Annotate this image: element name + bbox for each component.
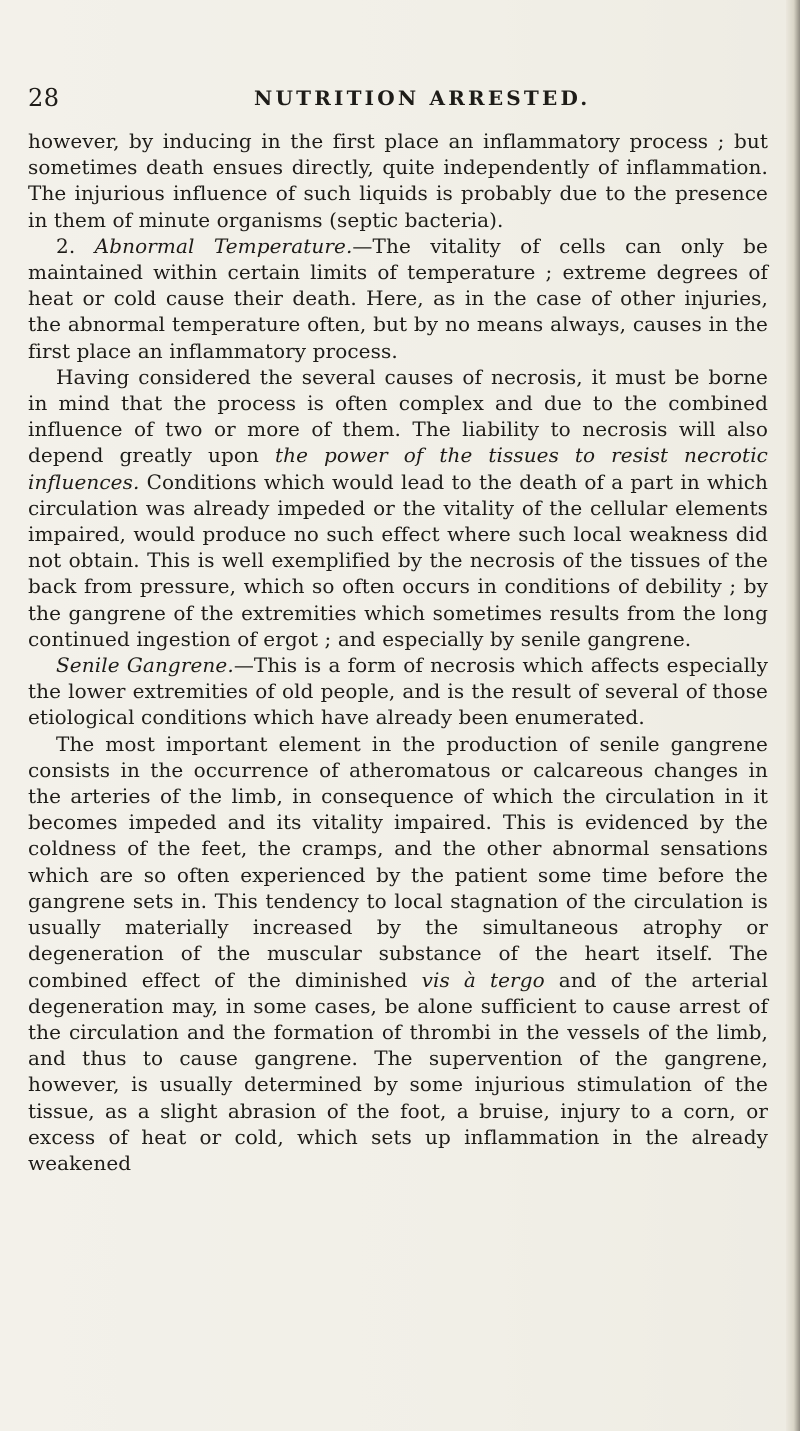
section-number: 2. (56, 233, 76, 258)
paragraph-continuation (28, 128, 768, 233)
paragraph-senile-gangrene (28, 652, 768, 731)
emphasized-text: the power of the tissues to resist necrotic influences. (28, 443, 768, 494)
body-text (28, 128, 768, 1176)
emphasized-text: vis à tergo (421, 967, 545, 992)
paragraph-text: however, by inducing in the first place an inflammatory process ; but sometimes death ensues directly, quite independently of inflammation. The injurious influence of such liquids is probably due to the presence in them of minute organisms (septic bacteria). (28, 129, 768, 232)
running-head: NUTRITION ARRESTED. (254, 86, 591, 110)
paragraph-text: and of the arterial degeneration may, in some cases, be alone sufficient to cause arrest of the circulation and the formation of thrombi in the vessels of the limb, and thus to cause gangrene. The supervention of the gangrene, however, is usually determined by some injurious stimulation of the tissue, as a slight abrasion of the foot, a bruise, injury to a corn, or excess of heat or cold, which sets up inflammation in the already weakened (28, 967, 768, 1175)
paragraph-text: —The vitality of cells can only be maintained within certain limits of temperature ; extreme degrees of heat or cold cause their death. Here, as in the case of other injuries, the abnormal temperature often, but by no means always, causes in the first place an inflammatory process. (28, 233, 768, 363)
page-edge-shadow (786, 0, 800, 1431)
paragraph-text: The most important element in the production of senile gangrene consists in the occurrence of atheromatous or calcareous changes in the arteries of the limb, in consequence of which the circulation in it becomes impeded and its vitality impaired. This is evidenced by the coldness of the feet, the cramps, and the other abnormal sensations which are so often experienced by the patient some time before the gangrene sets in. This tendency to local stagnation of the circulation is usually materially increased by the simultaneous atrophy or degeneration of the muscular substance of the heart itself. The combined effect of the diminished (28, 731, 768, 992)
paragraph-causes-of-necrosis (28, 364, 768, 652)
paragraph-text: —This is a form of necrosis which affects especially the lower extremities of old people, and is the result of several of those etiological conditions which have already been enumerated. (28, 653, 769, 730)
section-heading-abnormal-temperature: Abnormal Temperature. (94, 233, 353, 258)
page-number: 28 (28, 84, 60, 112)
paragraph-abnormal-temperature (28, 233, 768, 364)
paragraph-text: Having considered the several causes of necrosis, it must be borne in mind that the process is often complex and due to the combined influence of two or more of them. The liability to necrosis will also depend greatly upon (28, 364, 768, 468)
section-heading-senile-gangrene: Senile Gangrene. (56, 653, 234, 678)
paragraph-gangrene-production (28, 731, 768, 1176)
page-header (28, 84, 758, 114)
paragraph-text: Conditions which would lead to the death of a part in which circulation was already impeded or the vitality of the cellular elements impaired, would produce no such effect where such local weakness did not obtain. This is well exemplified by the necrosis of the tissues of the back from pressure, which so often occurs in conditions of debility ; by the gangrene of the extremities which sometimes results from the long continued ingestion of ergot ; and especially by senile gangrene. (28, 469, 768, 651)
